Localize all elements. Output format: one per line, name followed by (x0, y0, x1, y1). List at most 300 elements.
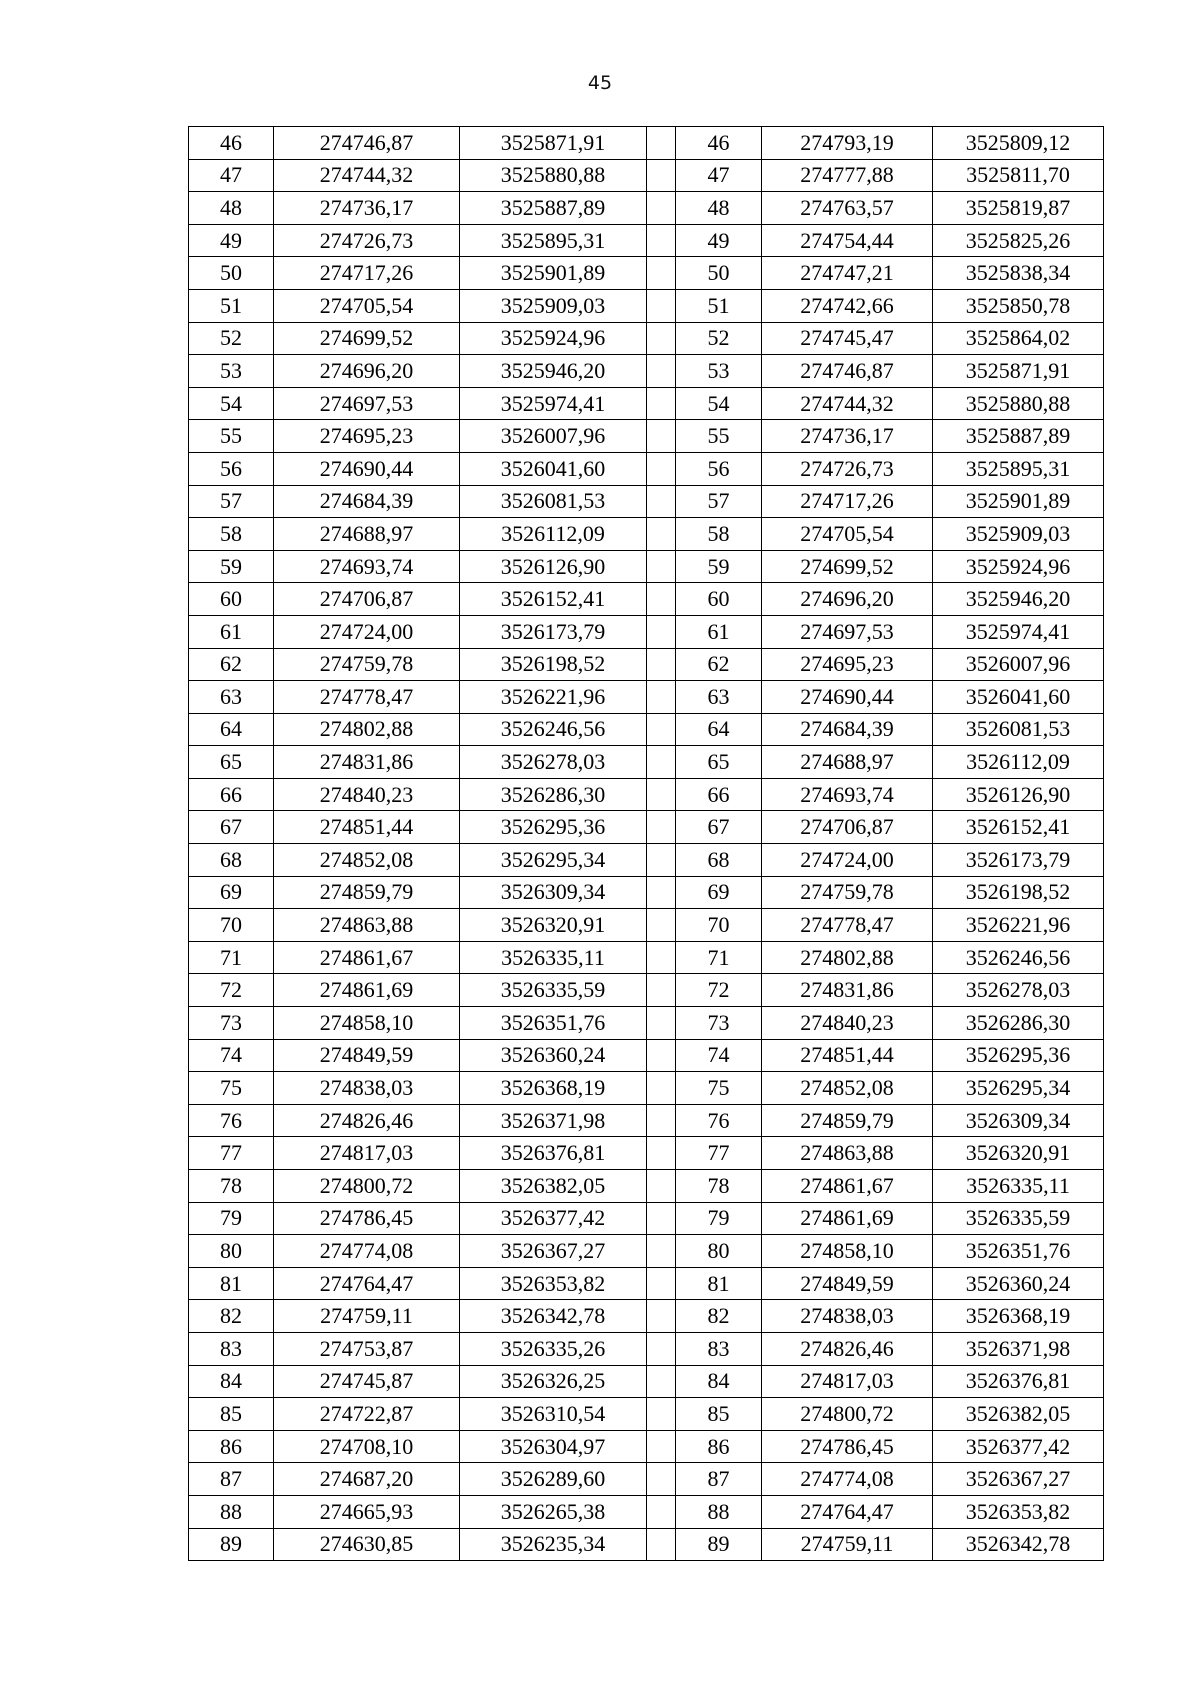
spacer-cell (647, 192, 676, 225)
point-number-right-cell: 62 (676, 648, 762, 681)
table-row (189, 224, 1104, 257)
spacer-cell (647, 1332, 676, 1365)
point-number-left-cell: 68 (189, 844, 274, 877)
point-number-right-cell: 72 (676, 974, 762, 1007)
point-number-left-cell: 80 (189, 1235, 274, 1268)
y-coordinate-left-cell: 3526326,25 (460, 1365, 647, 1398)
x-coordinate-right-cell: 274696,20 (762, 583, 933, 616)
point-number-right-cell: 77 (676, 1137, 762, 1170)
y-coordinate-right-cell: 3525871,91 (933, 355, 1104, 388)
x-coordinate-left-cell: 274695,23 (274, 420, 460, 453)
y-coordinate-right-cell: 3526335,59 (933, 1202, 1104, 1235)
spacer-cell (647, 778, 676, 811)
point-number-left-cell: 75 (189, 1072, 274, 1105)
y-coordinate-right-cell: 3525811,70 (933, 159, 1104, 192)
point-number-right-cell: 48 (676, 192, 762, 225)
y-coordinate-left-cell: 3526371,98 (460, 1104, 647, 1137)
point-number-right-cell: 88 (676, 1495, 762, 1528)
table-row (189, 844, 1104, 877)
x-coordinate-right-cell: 274861,67 (762, 1170, 933, 1203)
table-row (189, 1300, 1104, 1333)
y-coordinate-right-cell: 3525838,34 (933, 257, 1104, 290)
table-row (189, 1430, 1104, 1463)
table-row (189, 387, 1104, 420)
y-coordinate-right-cell: 3526371,98 (933, 1332, 1104, 1365)
x-coordinate-left-cell: 274852,08 (274, 844, 460, 877)
x-coordinate-right-cell: 274838,03 (762, 1300, 933, 1333)
y-coordinate-left-cell: 3525974,41 (460, 387, 647, 420)
table-row (189, 1039, 1104, 1072)
y-coordinate-right-cell: 3525864,02 (933, 322, 1104, 355)
x-coordinate-left-cell: 274840,23 (274, 778, 460, 811)
x-coordinate-left-cell: 274745,87 (274, 1365, 460, 1398)
point-number-left-cell: 84 (189, 1365, 274, 1398)
y-coordinate-right-cell: 3526112,09 (933, 746, 1104, 779)
x-coordinate-right-cell: 274736,17 (762, 420, 933, 453)
x-coordinate-left-cell: 274759,11 (274, 1300, 460, 1333)
y-coordinate-right-cell: 3526246,56 (933, 941, 1104, 974)
y-coordinate-right-cell: 3526286,30 (933, 1007, 1104, 1040)
x-coordinate-right-cell: 274759,78 (762, 876, 933, 909)
x-coordinate-left-cell: 274858,10 (274, 1007, 460, 1040)
x-coordinate-right-cell: 274840,23 (762, 1007, 933, 1040)
x-coordinate-right-cell: 274858,10 (762, 1235, 933, 1268)
spacer-cell (647, 420, 676, 453)
coordinates-table-body (189, 127, 1104, 1561)
point-number-right-cell: 80 (676, 1235, 762, 1268)
y-coordinate-left-cell: 3526198,52 (460, 648, 647, 681)
point-number-right-cell: 57 (676, 485, 762, 518)
table-row (189, 159, 1104, 192)
table-row (189, 1137, 1104, 1170)
point-number-left-cell: 50 (189, 257, 274, 290)
spacer-cell (647, 648, 676, 681)
x-coordinate-right-cell: 274802,88 (762, 941, 933, 974)
table-row (189, 1007, 1104, 1040)
point-number-right-cell: 51 (676, 289, 762, 322)
table-row (189, 1202, 1104, 1235)
y-coordinate-right-cell: 3526198,52 (933, 876, 1104, 909)
x-coordinate-right-cell: 274742,66 (762, 289, 933, 322)
x-coordinate-left-cell: 274838,03 (274, 1072, 460, 1105)
spacer-cell (647, 1398, 676, 1431)
y-coordinate-left-cell: 3526335,26 (460, 1332, 647, 1365)
x-coordinate-right-cell: 274706,87 (762, 811, 933, 844)
spacer-cell (647, 1495, 676, 1528)
x-coordinate-left-cell: 274753,87 (274, 1332, 460, 1365)
x-coordinate-right-cell: 274759,11 (762, 1528, 933, 1561)
x-coordinate-right-cell: 274863,88 (762, 1137, 933, 1170)
spacer-cell (647, 257, 676, 290)
table-row (189, 452, 1104, 485)
point-number-left-cell: 78 (189, 1170, 274, 1203)
spacer-cell (647, 1463, 676, 1496)
y-coordinate-right-cell: 3526278,03 (933, 974, 1104, 1007)
x-coordinate-right-cell: 274699,52 (762, 550, 933, 583)
point-number-left-cell: 72 (189, 974, 274, 1007)
point-number-right-cell: 81 (676, 1267, 762, 1300)
point-number-right-cell: 76 (676, 1104, 762, 1137)
point-number-left-cell: 76 (189, 1104, 274, 1137)
table-row (189, 583, 1104, 616)
point-number-right-cell: 50 (676, 257, 762, 290)
point-number-left-cell: 65 (189, 746, 274, 779)
x-coordinate-left-cell: 274826,46 (274, 1104, 460, 1137)
table-row (189, 1072, 1104, 1105)
table-row (189, 778, 1104, 811)
point-number-right-cell: 87 (676, 1463, 762, 1496)
table-row (189, 192, 1104, 225)
y-coordinate-left-cell: 3526342,78 (460, 1300, 647, 1333)
y-coordinate-left-cell: 3526265,38 (460, 1495, 647, 1528)
spacer-cell (647, 224, 676, 257)
y-coordinate-right-cell: 3526360,24 (933, 1267, 1104, 1300)
point-number-right-cell: 58 (676, 518, 762, 551)
y-coordinate-left-cell: 3526289,60 (460, 1463, 647, 1496)
spacer-cell (647, 289, 676, 322)
y-coordinate-left-cell: 3526126,90 (460, 550, 647, 583)
point-number-left-cell: 70 (189, 909, 274, 942)
table-row (189, 1332, 1104, 1365)
point-number-left-cell: 62 (189, 648, 274, 681)
spacer-cell (647, 1365, 676, 1398)
point-number-left-cell: 71 (189, 941, 274, 974)
x-coordinate-left-cell: 274764,47 (274, 1267, 460, 1300)
y-coordinate-right-cell: 3525901,89 (933, 485, 1104, 518)
y-coordinate-left-cell: 3526221,96 (460, 681, 647, 714)
spacer-cell (647, 1235, 676, 1268)
spacer-cell (647, 485, 676, 518)
y-coordinate-right-cell: 3526221,96 (933, 909, 1104, 942)
spacer-cell (647, 1267, 676, 1300)
point-number-right-cell: 70 (676, 909, 762, 942)
spacer-cell (647, 1072, 676, 1105)
spacer-cell (647, 1007, 676, 1040)
point-number-left-cell: 52 (189, 322, 274, 355)
spacer-cell (647, 681, 676, 714)
spacer-cell (647, 1300, 676, 1333)
point-number-left-cell: 83 (189, 1332, 274, 1365)
point-number-left-cell: 49 (189, 224, 274, 257)
table-row (189, 713, 1104, 746)
x-coordinate-right-cell: 274747,21 (762, 257, 933, 290)
point-number-left-cell: 58 (189, 518, 274, 551)
point-number-right-cell: 74 (676, 1039, 762, 1072)
y-coordinate-left-cell: 3526173,79 (460, 615, 647, 648)
y-coordinate-right-cell: 3526335,11 (933, 1170, 1104, 1203)
point-number-right-cell: 61 (676, 615, 762, 648)
point-number-right-cell: 46 (676, 127, 762, 160)
y-coordinate-right-cell: 3526152,41 (933, 811, 1104, 844)
y-coordinate-left-cell: 3526360,24 (460, 1039, 647, 1072)
spacer-cell (647, 1202, 676, 1235)
table-row (189, 1528, 1104, 1561)
table-row (189, 1104, 1104, 1137)
point-number-right-cell: 86 (676, 1430, 762, 1463)
table-row (189, 1495, 1104, 1528)
y-coordinate-right-cell: 3526081,53 (933, 713, 1104, 746)
point-number-left-cell: 79 (189, 1202, 274, 1235)
x-coordinate-right-cell: 274778,47 (762, 909, 933, 942)
y-coordinate-left-cell: 3526335,59 (460, 974, 647, 1007)
spacer-cell (647, 909, 676, 942)
point-number-left-cell: 46 (189, 127, 274, 160)
point-number-left-cell: 56 (189, 452, 274, 485)
y-coordinate-left-cell: 3526246,56 (460, 713, 647, 746)
x-coordinate-right-cell: 274859,79 (762, 1104, 933, 1137)
point-number-left-cell: 74 (189, 1039, 274, 1072)
x-coordinate-left-cell: 274665,93 (274, 1495, 460, 1528)
x-coordinate-left-cell: 274736,17 (274, 192, 460, 225)
x-coordinate-left-cell: 274800,72 (274, 1170, 460, 1203)
point-number-right-cell: 65 (676, 746, 762, 779)
table-row (189, 550, 1104, 583)
point-number-left-cell: 69 (189, 876, 274, 909)
x-coordinate-left-cell: 274831,86 (274, 746, 460, 779)
spacer-cell (647, 941, 676, 974)
x-coordinate-right-cell: 274849,59 (762, 1267, 933, 1300)
x-coordinate-left-cell: 274708,10 (274, 1430, 460, 1463)
point-number-right-cell: 53 (676, 355, 762, 388)
spacer-cell (647, 452, 676, 485)
table-row (189, 974, 1104, 1007)
x-coordinate-right-cell: 274774,08 (762, 1463, 933, 1496)
point-number-right-cell: 52 (676, 322, 762, 355)
y-coordinate-left-cell: 3526041,60 (460, 452, 647, 485)
y-coordinate-left-cell: 3525909,03 (460, 289, 647, 322)
y-coordinate-right-cell: 3526377,42 (933, 1430, 1104, 1463)
point-number-left-cell: 88 (189, 1495, 274, 1528)
point-number-right-cell: 71 (676, 941, 762, 974)
x-coordinate-right-cell: 274705,54 (762, 518, 933, 551)
point-number-right-cell: 83 (676, 1332, 762, 1365)
table-row (189, 681, 1104, 714)
y-coordinate-left-cell: 3525895,31 (460, 224, 647, 257)
x-coordinate-right-cell: 274861,69 (762, 1202, 933, 1235)
spacer-cell (647, 518, 676, 551)
y-coordinate-right-cell: 3526309,34 (933, 1104, 1104, 1137)
y-coordinate-right-cell: 3525895,31 (933, 452, 1104, 485)
table-row (189, 322, 1104, 355)
spacer-cell (647, 615, 676, 648)
point-number-right-cell: 56 (676, 452, 762, 485)
x-coordinate-left-cell: 274690,44 (274, 452, 460, 485)
table-row (189, 420, 1104, 453)
x-coordinate-left-cell: 274693,74 (274, 550, 460, 583)
y-coordinate-right-cell: 3526126,90 (933, 778, 1104, 811)
x-coordinate-right-cell: 274817,03 (762, 1365, 933, 1398)
x-coordinate-left-cell: 274861,69 (274, 974, 460, 1007)
x-coordinate-right-cell: 274693,74 (762, 778, 933, 811)
spacer-cell (647, 1137, 676, 1170)
y-coordinate-left-cell: 3526377,42 (460, 1202, 647, 1235)
y-coordinate-right-cell: 3525924,96 (933, 550, 1104, 583)
y-coordinate-left-cell: 3526007,96 (460, 420, 647, 453)
table-row (189, 355, 1104, 388)
spacer-cell (647, 159, 676, 192)
x-coordinate-left-cell: 274859,79 (274, 876, 460, 909)
x-coordinate-left-cell: 274817,03 (274, 1137, 460, 1170)
point-number-left-cell: 59 (189, 550, 274, 583)
point-number-left-cell: 86 (189, 1430, 274, 1463)
x-coordinate-right-cell: 274777,88 (762, 159, 933, 192)
table-row (189, 941, 1104, 974)
x-coordinate-right-cell: 274724,00 (762, 844, 933, 877)
point-number-right-cell: 60 (676, 583, 762, 616)
x-coordinate-right-cell: 274800,72 (762, 1398, 933, 1431)
x-coordinate-right-cell: 274697,53 (762, 615, 933, 648)
table-row (189, 518, 1104, 551)
table-row (189, 615, 1104, 648)
point-number-right-cell: 66 (676, 778, 762, 811)
point-number-left-cell: 89 (189, 1528, 274, 1561)
point-number-right-cell: 49 (676, 224, 762, 257)
spacer-cell (647, 876, 676, 909)
table-row (189, 746, 1104, 779)
spacer-cell (647, 1104, 676, 1137)
point-number-right-cell: 59 (676, 550, 762, 583)
point-number-right-cell: 82 (676, 1300, 762, 1333)
y-coordinate-left-cell: 3526376,81 (460, 1137, 647, 1170)
spacer-cell (647, 974, 676, 1007)
x-coordinate-left-cell: 274778,47 (274, 681, 460, 714)
y-coordinate-left-cell: 3526368,19 (460, 1072, 647, 1105)
x-coordinate-left-cell: 274705,54 (274, 289, 460, 322)
x-coordinate-right-cell: 274717,26 (762, 485, 933, 518)
point-number-left-cell: 47 (189, 159, 274, 192)
spacer-cell (647, 550, 676, 583)
y-coordinate-left-cell: 3526112,09 (460, 518, 647, 551)
y-coordinate-left-cell: 3525901,89 (460, 257, 647, 290)
x-coordinate-left-cell: 274802,88 (274, 713, 460, 746)
x-coordinate-left-cell: 274688,97 (274, 518, 460, 551)
y-coordinate-right-cell: 3526041,60 (933, 681, 1104, 714)
spacer-cell (647, 713, 676, 746)
point-number-right-cell: 73 (676, 1007, 762, 1040)
x-coordinate-left-cell: 274861,67 (274, 941, 460, 974)
x-coordinate-left-cell: 274726,73 (274, 224, 460, 257)
y-coordinate-right-cell: 3526295,36 (933, 1039, 1104, 1072)
y-coordinate-left-cell: 3526152,41 (460, 583, 647, 616)
point-number-left-cell: 63 (189, 681, 274, 714)
spacer-cell (647, 1528, 676, 1561)
x-coordinate-right-cell: 274793,19 (762, 127, 933, 160)
point-number-right-cell: 55 (676, 420, 762, 453)
point-number-left-cell: 64 (189, 713, 274, 746)
point-number-left-cell: 85 (189, 1398, 274, 1431)
x-coordinate-right-cell: 274745,47 (762, 322, 933, 355)
point-number-left-cell: 48 (189, 192, 274, 225)
point-number-left-cell: 87 (189, 1463, 274, 1496)
y-coordinate-right-cell: 3525825,26 (933, 224, 1104, 257)
point-number-left-cell: 60 (189, 583, 274, 616)
x-coordinate-left-cell: 274706,87 (274, 583, 460, 616)
y-coordinate-left-cell: 3526335,11 (460, 941, 647, 974)
y-coordinate-right-cell: 3526353,82 (933, 1495, 1104, 1528)
table-row (189, 289, 1104, 322)
spacer-cell (647, 387, 676, 420)
table-row (189, 1267, 1104, 1300)
y-coordinate-left-cell: 3526304,97 (460, 1430, 647, 1463)
x-coordinate-left-cell: 274699,52 (274, 322, 460, 355)
x-coordinate-right-cell: 274695,23 (762, 648, 933, 681)
point-number-left-cell: 66 (189, 778, 274, 811)
x-coordinate-right-cell: 274726,73 (762, 452, 933, 485)
y-coordinate-left-cell: 3526295,36 (460, 811, 647, 844)
table-row (189, 1463, 1104, 1496)
x-coordinate-right-cell: 274690,44 (762, 681, 933, 714)
y-coordinate-left-cell: 3526320,91 (460, 909, 647, 942)
x-coordinate-right-cell: 274763,57 (762, 192, 933, 225)
table-row (189, 811, 1104, 844)
x-coordinate-left-cell: 274724,00 (274, 615, 460, 648)
spacer-cell (647, 127, 676, 160)
y-coordinate-right-cell: 3526295,34 (933, 1072, 1104, 1105)
x-coordinate-left-cell: 274744,32 (274, 159, 460, 192)
x-coordinate-left-cell: 274863,88 (274, 909, 460, 942)
point-number-left-cell: 53 (189, 355, 274, 388)
y-coordinate-left-cell: 3526382,05 (460, 1170, 647, 1203)
x-coordinate-left-cell: 274849,59 (274, 1039, 460, 1072)
table-row (189, 257, 1104, 290)
point-number-left-cell: 54 (189, 387, 274, 420)
x-coordinate-left-cell: 274851,44 (274, 811, 460, 844)
y-coordinate-right-cell: 3526368,19 (933, 1300, 1104, 1333)
point-number-left-cell: 57 (189, 485, 274, 518)
spacer-cell (647, 1170, 676, 1203)
point-number-right-cell: 84 (676, 1365, 762, 1398)
point-number-right-cell: 69 (676, 876, 762, 909)
x-coordinate-left-cell: 274697,53 (274, 387, 460, 420)
y-coordinate-right-cell: 3525909,03 (933, 518, 1104, 551)
point-number-left-cell: 51 (189, 289, 274, 322)
y-coordinate-left-cell: 3525924,96 (460, 322, 647, 355)
spacer-cell (647, 322, 676, 355)
y-coordinate-left-cell: 3526278,03 (460, 746, 647, 779)
y-coordinate-left-cell: 3526309,34 (460, 876, 647, 909)
x-coordinate-left-cell: 274684,39 (274, 485, 460, 518)
spacer-cell (647, 844, 676, 877)
spacer-cell (647, 355, 676, 388)
spacer-cell (647, 811, 676, 844)
point-number-left-cell: 82 (189, 1300, 274, 1333)
x-coordinate-left-cell: 274759,78 (274, 648, 460, 681)
x-coordinate-left-cell: 274687,20 (274, 1463, 460, 1496)
y-coordinate-right-cell: 3526376,81 (933, 1365, 1104, 1398)
point-number-right-cell: 79 (676, 1202, 762, 1235)
point-number-left-cell: 55 (189, 420, 274, 453)
y-coordinate-left-cell: 3526235,34 (460, 1528, 647, 1561)
table-row (189, 876, 1104, 909)
x-coordinate-left-cell: 274722,87 (274, 1398, 460, 1431)
y-coordinate-left-cell: 3525887,89 (460, 192, 647, 225)
x-coordinate-left-cell: 274717,26 (274, 257, 460, 290)
point-number-right-cell: 54 (676, 387, 762, 420)
table-row (189, 485, 1104, 518)
point-number-left-cell: 67 (189, 811, 274, 844)
spacer-cell (647, 1430, 676, 1463)
y-coordinate-left-cell: 3526081,53 (460, 485, 647, 518)
y-coordinate-left-cell: 3526351,76 (460, 1007, 647, 1040)
x-coordinate-left-cell: 274746,87 (274, 127, 460, 160)
y-coordinate-right-cell: 3526007,96 (933, 648, 1104, 681)
y-coordinate-left-cell: 3526295,34 (460, 844, 647, 877)
y-coordinate-left-cell: 3526310,54 (460, 1398, 647, 1431)
y-coordinate-right-cell: 3525880,88 (933, 387, 1104, 420)
table-row (189, 909, 1104, 942)
y-coordinate-right-cell: 3526320,91 (933, 1137, 1104, 1170)
y-coordinate-right-cell: 3526367,27 (933, 1463, 1104, 1496)
